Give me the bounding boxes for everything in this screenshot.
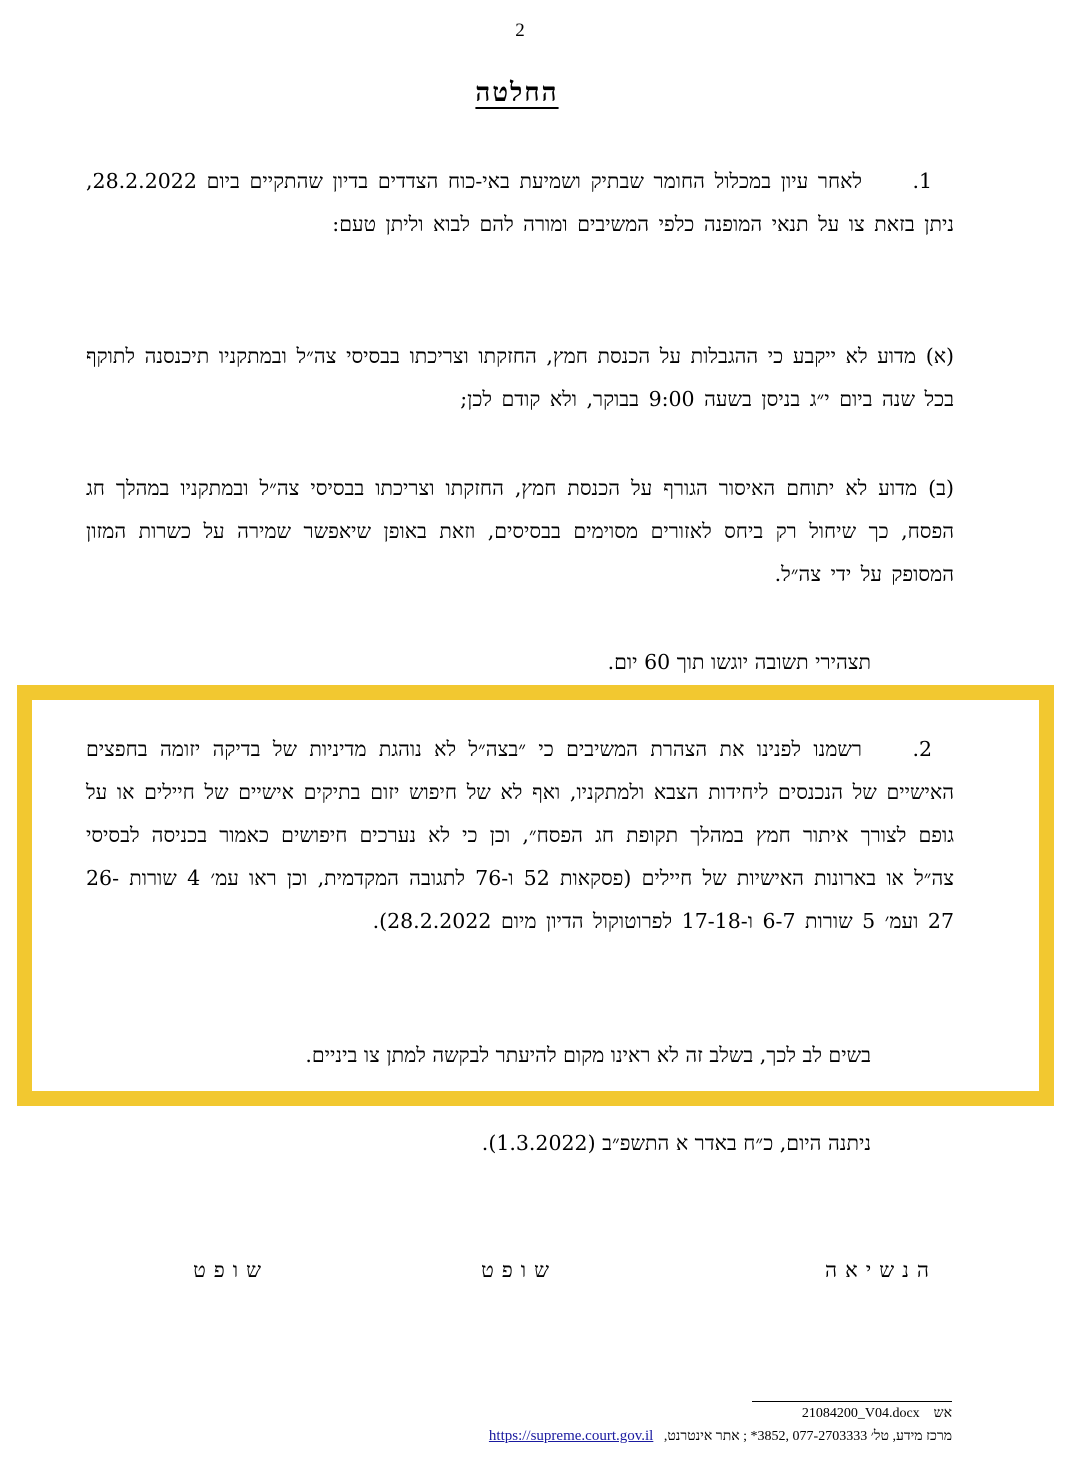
footer-contact bbox=[440, 1428, 952, 1445]
given-date: ניתנה היום, כ״ח באדר א התשפ״ב (1.3.2022). bbox=[481, 1131, 871, 1155]
order-item-b: (ב) מדוע לא יתוחם האיסור הגורף על הכנסת חמץ, החזקתו וצריכתו בבסיסי צה״ל ובמתקניו במהלך חג הפסח, כך שיחול רק ביחס לאזורים מסוימים בבסיסים, וזאת באופן שיאפשר שמירה על כשרות המזון המסופק על ידי צה״ל. bbox=[86, 476, 954, 586]
paragraph-1-number: .1 bbox=[912, 169, 932, 193]
signature-judge-2: שופט bbox=[193, 1258, 269, 1282]
footer-doc-filename: 21084200_V04.docx bbox=[801, 1406, 920, 1421]
signature-president: הנשיאה bbox=[825, 1258, 937, 1282]
footer-website-link[interactable]: https://supreme.court.gov.il bbox=[488, 1428, 654, 1444]
footer-divider bbox=[752, 1401, 952, 1402]
response-note: תצהירי תשובה יוגשו תוך 60 יום. bbox=[607, 650, 871, 674]
page-number: 2 bbox=[515, 20, 525, 41]
footer-contact-text: מרכז מידע, טל׳ 077-2703333 ,3852* ; אתר אינטרנט, bbox=[663, 1429, 952, 1444]
paragraph-2-number: .2 bbox=[912, 737, 932, 761]
document-title: החלטה bbox=[475, 78, 559, 108]
paragraph-1 bbox=[86, 160, 954, 246]
signature-judge-1: שופט bbox=[481, 1258, 557, 1282]
footer-doc-suffix: אש bbox=[933, 1406, 952, 1421]
paragraph-2-text: רשמנו לפנינו את הצהרת המשיבים כי ״בצה״ל לא נוהגת מדיניות של בדיקה יזומה בחפצים האישיים של הנכנסים ליחידות הצבא ולמתקניו, ואף לא של חיפוש יזום בתיקים אישיים של חיילים או על גופם לצורך איתור חמץ במהלך תקופת חג הפסח״, וכן כי לא נערכים חיפושים כאמור בכניסה לבסיסי צה״ל או בארונות האישיות של חיילים (פסקאות 52 ו-76 לתגובה המקדמית, וכן ראו עמ׳ 4 שורות 26-27 ועמ׳ 5 שורות 6-7 ו-17-18 לפרוטוקול הדיון מיום 28.2.2022). bbox=[86, 737, 954, 933]
paragraph-2 bbox=[86, 728, 954, 943]
conclusion-text: בשים לב לכך, בשלב זה לא ראינו מקום להיעתר לבקשה למתן צו ביניים. bbox=[305, 1043, 871, 1067]
order-item-a: (א) מדוע לא ייקבע כי ההגבלות על הכנסת חמץ, החזקתו וצריכתו בבסיסי צה״ל ובמתקניו תיכנסנה לתוקף בכל שנה ביום י״ג בניסן בשעה 9:00 בבוקר, ולא קודם לכן; bbox=[86, 344, 954, 411]
paragraph-1-text: לאחר עיון במכלול החומר שבתיק ושמיעת באי-כוח הצדדים בדיון שהתקיים ביום 28.2.2022, ניתן בזאת צו על תנאי המופנה כלפי המשיבים ומורה להם לבוא וליתן טעם: bbox=[86, 169, 954, 236]
footer-document-id bbox=[740, 1406, 952, 1422]
